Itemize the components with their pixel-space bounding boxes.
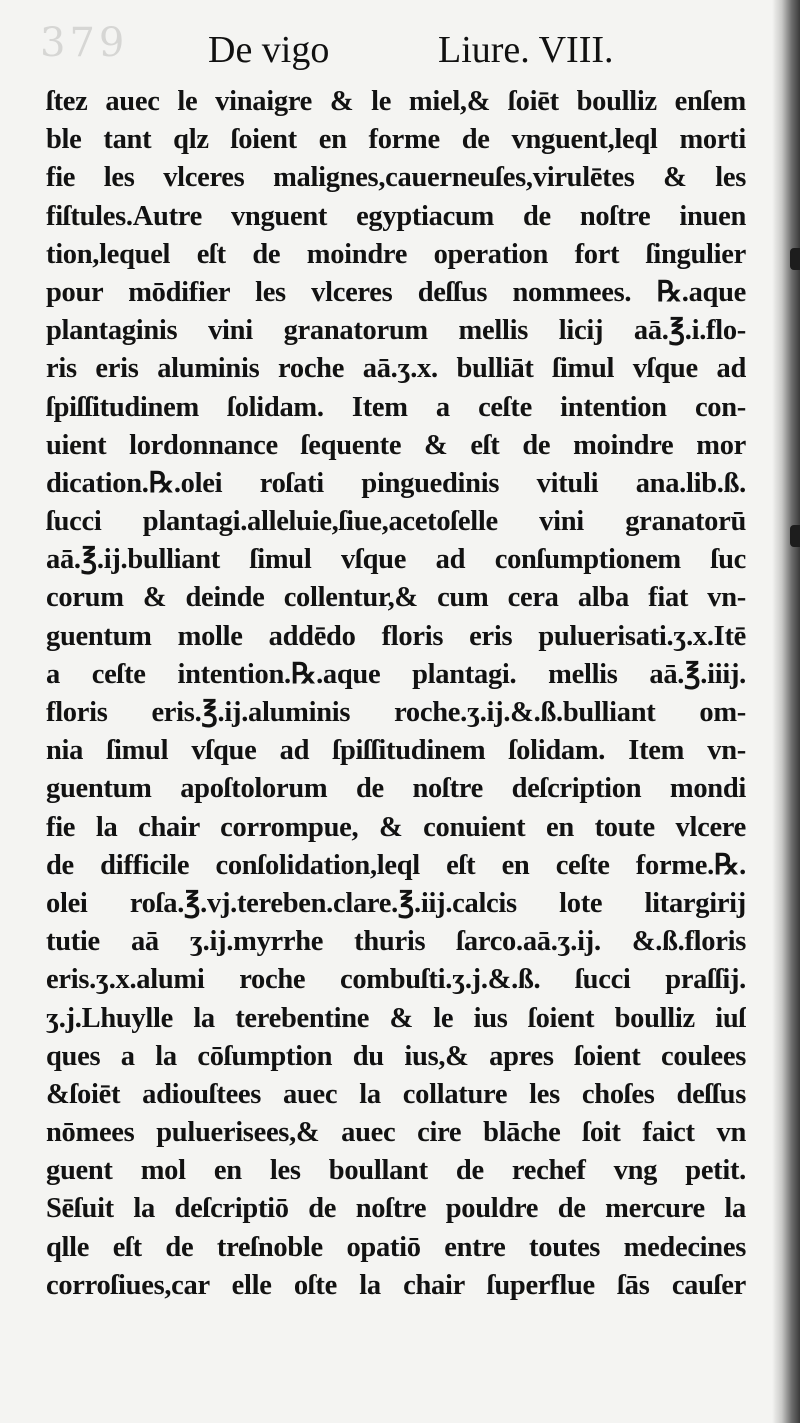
text-line: fie les vlceres malignes,cauerneuſes,virulētes & les <box>46 162 746 194</box>
text-line: ble tant qlz ſoient en forme de vnguent,leql morti <box>46 124 746 156</box>
text-line: uient lordonnance ſequente & eſt de moindre mor <box>46 429 746 461</box>
text-line: plantaginis vini granatorum mellis licij aā.℥.i.flo- <box>46 315 746 347</box>
book-label: Liure. VIII. <box>438 29 614 71</box>
text-line: ſucci plantagi.alleluie,ſiue,acetoſelle vini granatorū <box>46 506 746 538</box>
text-line: &ſoiēt adiouſtees auec la collature les choſes deſſus <box>46 1078 746 1110</box>
body-text <box>46 83 746 1305</box>
text-line: nia ſimul vſque ad ſpiſſitudinem ſolidam. Item vn- <box>46 735 746 767</box>
text-line: ſpiſſitudinem ſolidam. Item a ceſte intention con- <box>46 391 746 423</box>
text-line: floris eris.℥.ij.aluminis roche.ʒ.ij.&.ß.bulliant om- <box>46 697 746 728</box>
text-line: ʒ.j.Lhuylle la terebentine & le ius ſoient boulliz iuſ <box>46 1002 746 1034</box>
text-line: ques a la cōſumption du ius,& apres ſoient coulees <box>46 1040 746 1072</box>
text-line: corum & deinde collentur,& cum cera alba fiat vn- <box>46 582 746 614</box>
page-edge-mark <box>790 525 800 547</box>
text-line: ſtez auec le vinaigre & le miel,& ſoiēt boulliz enſem <box>46 86 746 117</box>
text-line: eris.ʒ.x.alumi roche combuſti.ʒ.j.&.ß. ſucci praſſij. <box>46 964 746 996</box>
text-line: corroſiues,car elle oſte la chair ſuperflue ſās cauſer <box>46 1269 746 1301</box>
page-edge-mark <box>790 248 800 270</box>
text-line: guentum apoſtolorum de noſtre deſcription mondi <box>46 773 746 805</box>
text-line: nōmees puluerisees,& auec cire blāche ſoit faict vn <box>46 1117 746 1149</box>
text-line: aā.℥.ij.bulliant ſimul vſque ad conſumptionem ſuc <box>46 544 746 576</box>
text-line: fiſtules.Autre vnguent egyptiacum de noſtre inuen <box>46 200 746 232</box>
text-line: qlle eſt de treſnoble opatiō entre toutes medecines <box>46 1231 746 1263</box>
text-line: olei roſa.℥.vj.tereben.clare.℥.iij.calcis lote litargirij <box>46 887 746 919</box>
text-line: Sēſuit la deſcriptiō de noſtre pouldre de mercure la <box>46 1193 746 1225</box>
binding-gutter <box>772 0 800 1423</box>
text-line: pour mōdifier les vlceres deſſus nommees. ℞.aque <box>46 276 746 308</box>
text-line: guent mol en les boullant de rechef vng petit. <box>46 1155 746 1187</box>
text-line: de difficile conſolidation,leql eſt en ceſte forme.℞. <box>46 849 746 881</box>
page-header <box>190 24 660 74</box>
bleed-through-folio: 379 <box>40 20 129 66</box>
text-line: guentum molle addēdo floris eris puluerisati.ʒ.x.Itē <box>46 620 746 652</box>
text-line: tion,lequel eſt de moindre operation fort ſingulier <box>46 238 746 270</box>
text-line: a ceſte intention.℞.aque plantagi. mellis aā.℥.iiij. <box>46 658 746 690</box>
text-line: ris eris aluminis roche aā.ʒ.x. bulliāt ſimul vſque ad <box>46 353 746 385</box>
running-title: De vigo <box>208 29 330 71</box>
text-line: tutie aā ʒ.ij.myrrhe thuris ſarco.aā.ʒ.ij. &.ß.floris <box>46 926 746 958</box>
text-line: fie la chair corrompue, & conuient en toute vlcere <box>46 811 746 843</box>
text-line: dication.℞.olei roſati pinguedinis vituli ana.lib.ß. <box>46 467 746 499</box>
